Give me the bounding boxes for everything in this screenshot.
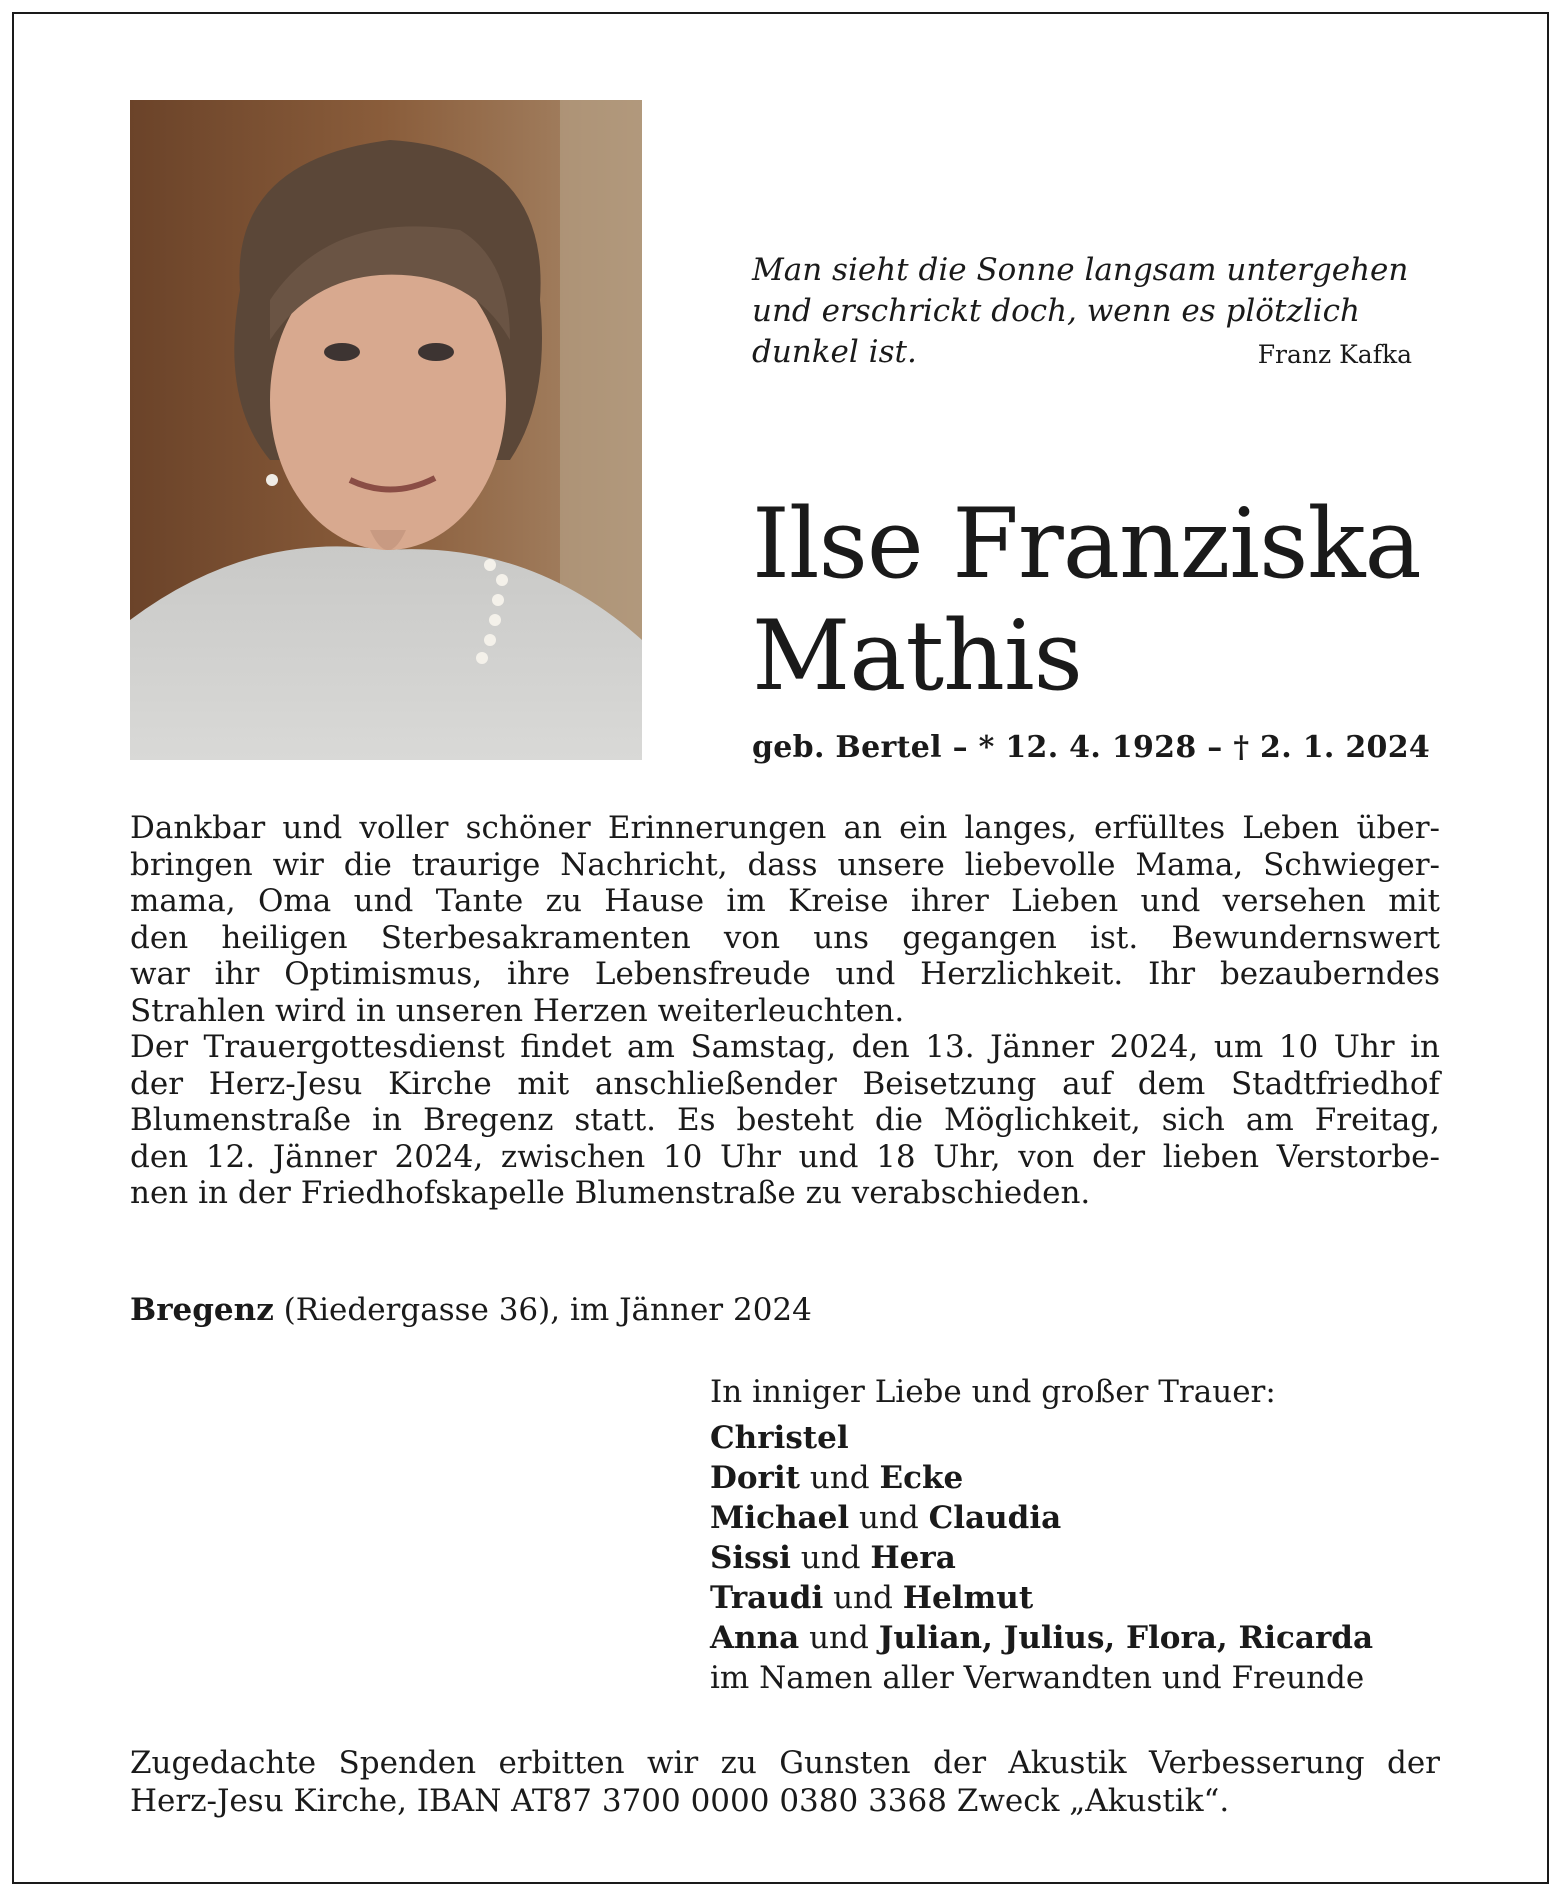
text-line: nen in der Friedhofskapelle Blumenstraße zu verabschieden. <box>130 1175 1091 1211</box>
text-line: Der Trauergottesdienst findet am Samstag, den 13. Jänner 2024, um 10 Uhr in <box>130 1029 1440 1065</box>
quote-line: dunkel ist. <box>752 334 917 370</box>
donation-note <box>130 1744 1440 1820</box>
mourner-name: Dorit <box>710 1460 800 1496</box>
connector: und <box>849 1500 929 1536</box>
text-line: Dankbar und voller schöner Erinnerungen an ein langes, erfülltes Leben über- <box>130 810 1440 846</box>
mourner-name: Claudia <box>928 1500 1062 1536</box>
text-line: den heiligen Sterbesakramenten von uns gegangen ist. Bewundernswert <box>130 919 1440 956</box>
announcement-text <box>130 810 1440 1212</box>
mourner-row <box>710 1578 1470 1618</box>
text-line: bringen wir die traurige Nachricht, dass unsere liebevolle Mama, Schwieger- <box>130 846 1440 883</box>
mourner-row <box>710 1458 1470 1498</box>
quote-author: Franz Kafka <box>1257 340 1412 369</box>
mourner-name: Michael <box>710 1500 850 1536</box>
mourners-intro: In inniger Liebe und großer Trauer: <box>710 1374 1276 1410</box>
last-name: Mathis <box>752 600 1082 712</box>
mourner-name: Julian, Julius, Flora, Ricarda <box>878 1620 1374 1656</box>
mourner-name: Ecke <box>879 1460 964 1496</box>
connector: und <box>799 1620 879 1656</box>
mourner-name: Hera <box>870 1540 956 1576</box>
connector: und <box>790 1540 871 1576</box>
deceased-name <box>752 488 1472 712</box>
mourner-name: Christel <box>710 1420 849 1456</box>
mourner-name: Helmut <box>902 1580 1034 1616</box>
connector: und <box>800 1460 880 1496</box>
mourner-row <box>710 1418 1470 1458</box>
birth-death-dates: geb. Bertel – * 12. 4. 1928 – † 2. 1. 2024 <box>752 730 1431 765</box>
place-and-date <box>130 1292 812 1328</box>
mourner-name: Traudi <box>710 1580 824 1616</box>
city: Bregenz <box>130 1292 274 1328</box>
mourner-row <box>710 1498 1470 1538</box>
quote-line: Man sieht die Sonne langsam untergehen <box>752 252 1409 288</box>
address-date: (Riedergasse 36), im Jänner 2024 <box>273 1292 812 1328</box>
text-line: den 12. Jänner 2024, zwischen 10 Uhr und 18 Uhr, von der lieben Verstorbe- <box>130 1138 1440 1175</box>
text-line: Zugedachte Spenden erbitten wir zu Gunsten der Akustik Verbesserung der <box>130 1745 1440 1781</box>
quote-line: und erschrickt doch, wenn es plötzlich <box>752 293 1360 329</box>
text-line: der Herz-Jesu Kirche mit anschließender Beisetzung auf dem Stadtfriedhof <box>130 1065 1440 1102</box>
mourner-row <box>710 1538 1470 1578</box>
text-line: mama, Oma und Tante zu Hause im Kreise ihrer Lieben und versehen mit <box>130 883 1440 919</box>
first-names: Ilse Franziska <box>752 488 1421 600</box>
mourner-row <box>710 1618 1470 1658</box>
mourners-block <box>710 1372 1470 1698</box>
connector: und <box>823 1580 903 1616</box>
mourner-name: Sissi <box>710 1540 791 1576</box>
portrait-photo <box>130 100 642 760</box>
text-line: war ihr Optimismus, ihre Lebensfreude und Herzlichkeit. Ihr bezauberndes <box>130 956 1440 992</box>
text-line: Strahlen wird in unseren Herzen weiterleuchten. <box>130 992 905 1029</box>
text-line: Blumenstraße in Bregenz statt. Es besteht die Möglichkeit, sich am Freitag, <box>130 1102 1440 1138</box>
text-line: Herz-Jesu Kirche, IBAN AT87 3700 0000 0380 3368 Zweck „Akustik“. <box>130 1783 1230 1819</box>
mourner-name: Anna <box>710 1620 800 1656</box>
mourners-closing: im Namen aller Verwandten und Freunde <box>710 1660 1365 1696</box>
